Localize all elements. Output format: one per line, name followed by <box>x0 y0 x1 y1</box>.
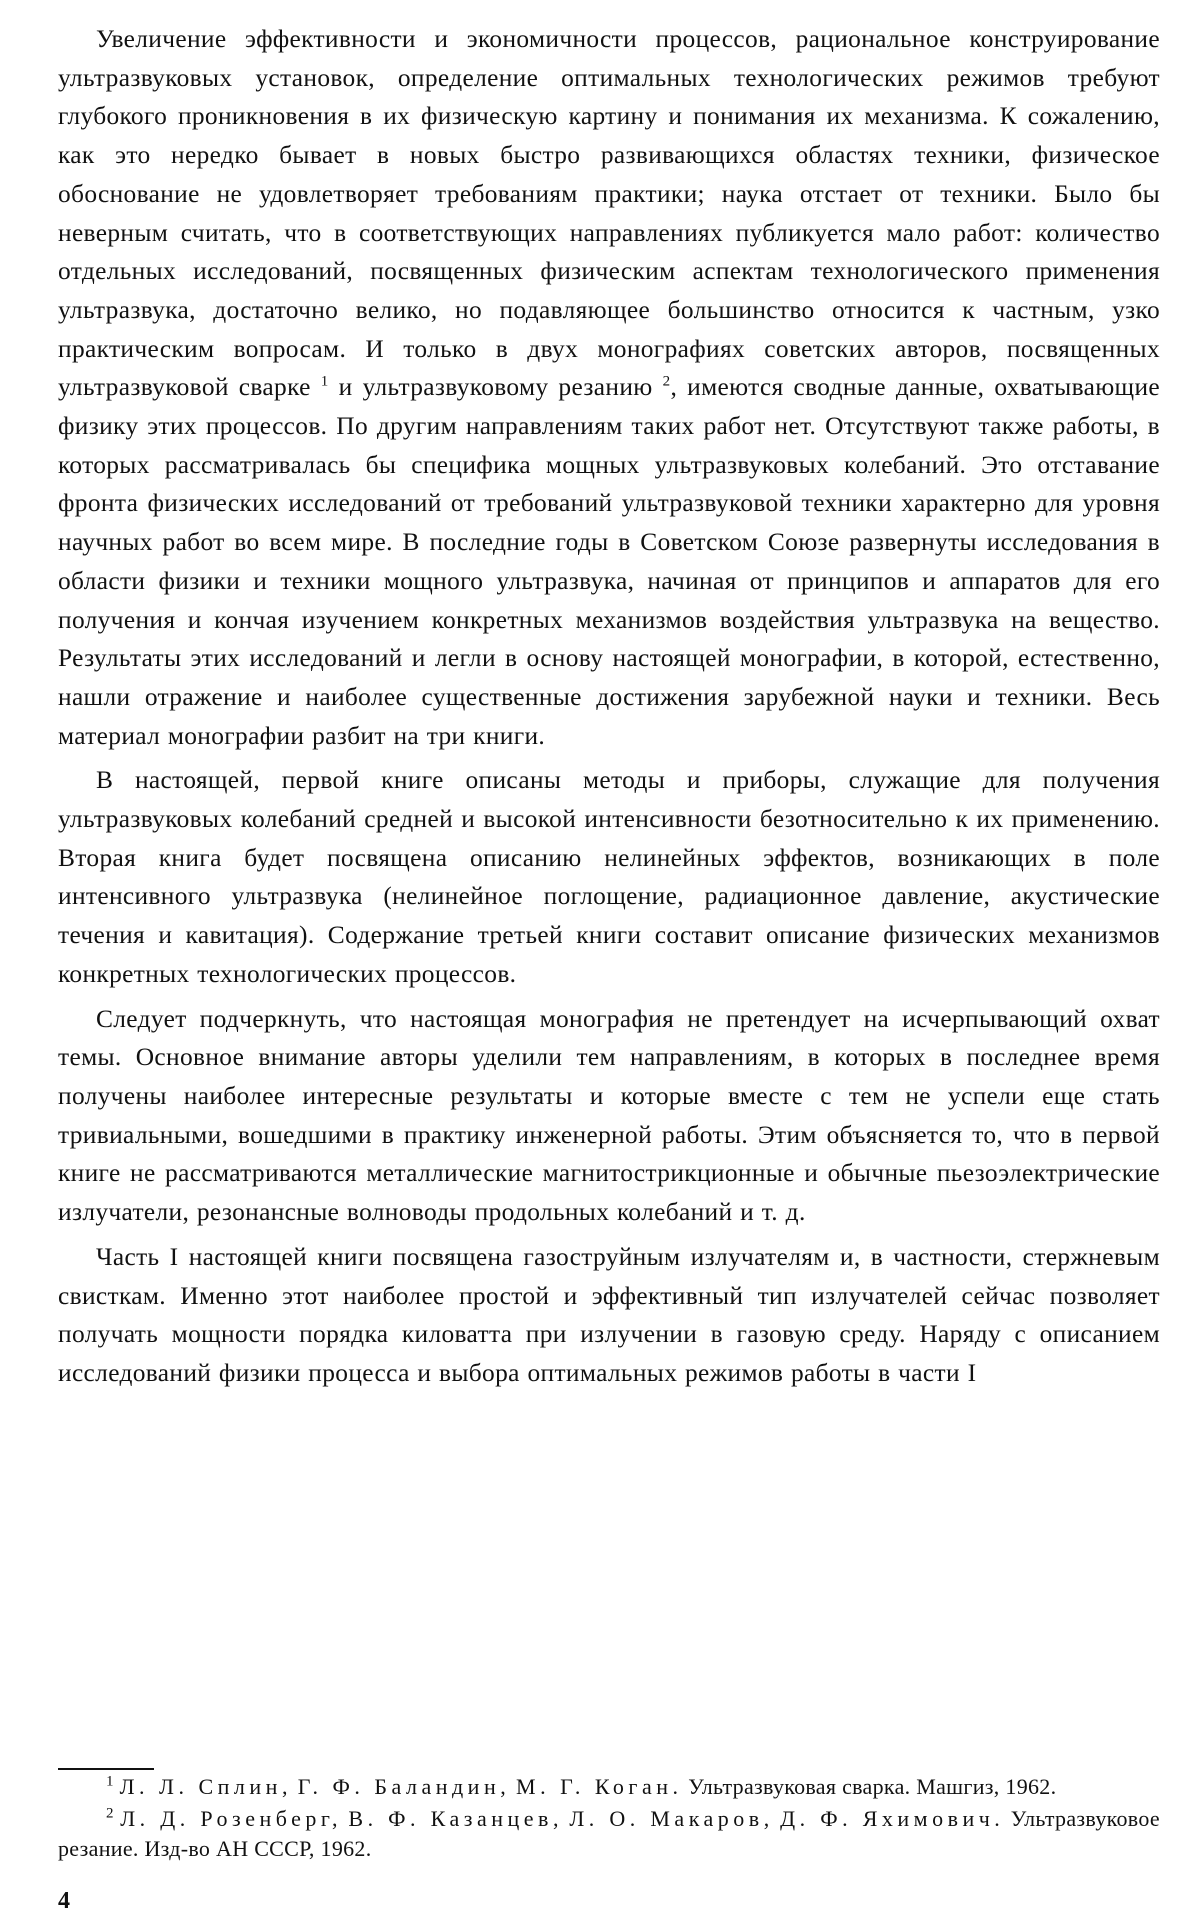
paragraph <box>58 761 1160 993</box>
book-page <box>58 20 1160 1914</box>
author-name: М. Г. Коган. <box>516 1774 683 1799</box>
text-run: Следует подчеркнуть, что настоящая монография не претендует на исчерпывающий охват темы. Основное внимание авторы уделили тем направлениям, в которых в последнее время получены наиболее интересные результаты и которые вместе с тем не успели еще стать тривиальными, вошедшими в практику инженерной работы. Этим объясняется то, что в первой книге не рассматриваются металлические магнитострикционные и обычные пьезоэлектрические излучатели, резонансные волноводы продольных колебаний и т. д. <box>58 1004 1160 1227</box>
author-name: Г. Ф. Баландин, <box>297 1774 511 1799</box>
paragraph <box>58 1238 1160 1393</box>
footnote <box>58 1772 1160 1802</box>
author-name: Л. Д. Розенберг, <box>120 1806 342 1831</box>
author-name: В. Ф. Казанцев, <box>348 1806 563 1831</box>
footnote <box>58 1804 1160 1864</box>
author-name: Л. О. Макаров, <box>569 1806 774 1831</box>
paragraph <box>58 20 1160 755</box>
footnote-marker: 1 <box>320 373 329 390</box>
text-run: Ультразвуковое резание. Изд-во АН СССР, 1962. <box>58 1806 1160 1861</box>
text-run: Ультразвуковая сварка. Машгиз, 1962. <box>682 1774 1057 1799</box>
text-run: Увеличение эффективности и экономичности процессов, рациональное конструирование ультразвуковых установок, определение оптимальных технологических режимов требуют глубокого проникновения в их физическую картину и понимания их механизма. К сожалению, как это нередко бывает в новых быстро развивающихся областях техники, физическое обоснование не удовлетворяет требованиям практики; наука отстает от техники. Было бы неверным считать, что в соответствующих направлениях публикуется мало работ: количество отдельных исследований, посвященных физическим аспектам технологического применения ультразвука, достаточно велико, но подавляющее большинство относится к частным, узко практическим вопросам. И только в двух монографиях советских авторов, посвященных ультразвуковой сварке <box>58 25 1160 402</box>
footnote-marker: 2 <box>106 1805 114 1822</box>
text-run: , имеются сводные данные, охватывающие физику этих процессов. По другим направлениям таких работ нет. Отсутствуют также работы, в которых рассматривалась бы специфика мощных ультразвуковых колебаний. Это отставание фронта физических исследований от требований ультразвуковой техники характерно для уровня научных работ во всем мире. В последние годы в Советском Союзе развернуты исследования в области физики и техники мощного ультразвука, начиная от принципов и аппаратов для его получения и кончая изучением конкретных механизмов воздействия ультразвука на вещество. Результаты этих исследований и легли в основу настоящей монографии, в которой, естественно, нашли отражение и наиболее существенные достижения зарубежной науки и техники. Весь материал монографии разбит на три книги. <box>58 373 1160 750</box>
footnote-marker: 1 <box>106 1773 114 1790</box>
text-run: В настоящей, первой книге описаны методы и приборы, служащие для получения ультразвуковых колебаний средней и высокой интенсивности безотносительно к их применению. Вторая книга будет посвящена описанию нелинейных эффектов, возникающих в поле интенсивного ультразвука (нелинейное поглощение, радиационное давление, акустические течения и кавитация). Содержание третьей книги составит описание физических механизмов конкретных технологических процессов. <box>58 766 1160 988</box>
footnotes <box>58 1772 1160 1866</box>
main-text <box>58 20 1160 1393</box>
text-run: и ультразвуковому резанию <box>328 373 663 402</box>
text-run: Часть I настоящей книги посвящена газоструйным излучателям и, в частности, стержневым свисткам. Именно этот наиболее простой и эффективный тип излучателей сейчас позволяет получать мощности порядка киловатта при излучении в газовую среду. Наряду с описанием исследований физики процесса и выбора оптимальных режимов работы в части I <box>58 1242 1160 1387</box>
footnote-separator <box>58 1768 154 1770</box>
footnote-marker: 2 <box>662 373 671 390</box>
page-number: 4 <box>58 1888 70 1914</box>
paragraph <box>58 1000 1160 1232</box>
author-name: Д. Ф. Яхимович. <box>780 1806 1005 1831</box>
author-name: Л. Л. Сплин, <box>119 1774 292 1799</box>
